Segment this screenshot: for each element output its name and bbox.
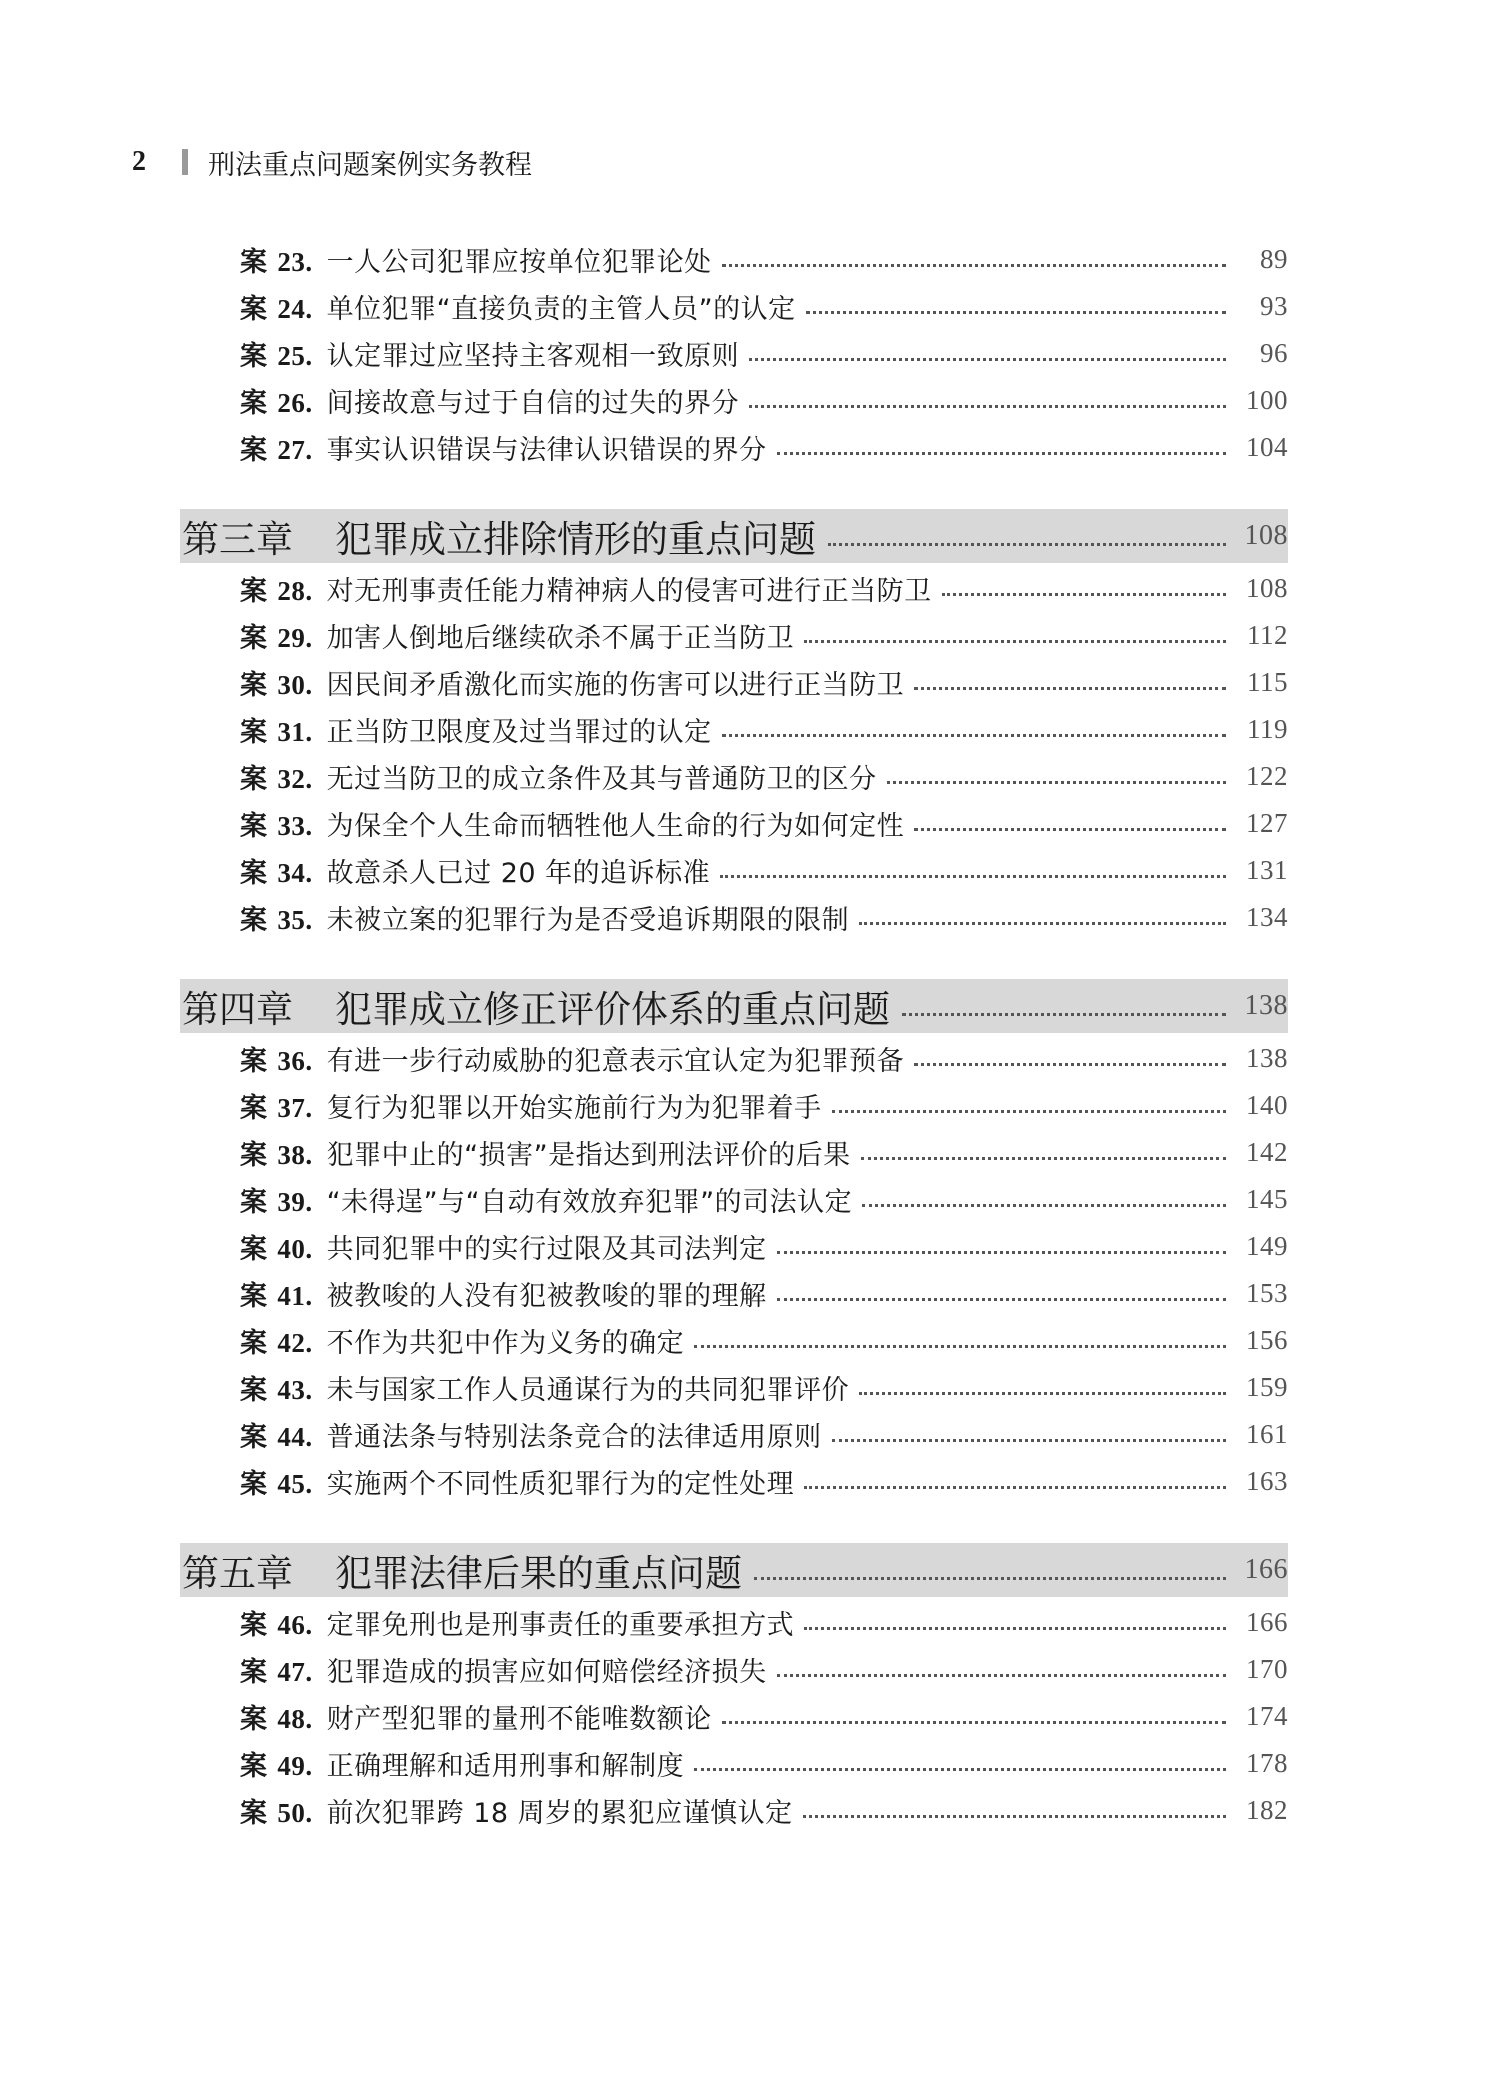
case-title: 未与国家工作人员通谋行为的共同犯罪评价 [326, 1375, 850, 1406]
case-title: 共同犯罪中的实行过限及其司法判定 [326, 1234, 767, 1265]
case-number: 35. [277, 905, 313, 935]
case-title: 认定罪过应坚持主客观相一致原则 [326, 341, 740, 372]
case-page-number: 112 [1247, 620, 1288, 650]
case-title: 财产型犯罪的量刑不能唯数额论 [326, 1704, 712, 1735]
chapter-title: 犯罪成立修正评价体系的重点问题 [335, 988, 890, 1031]
dot-leader [806, 311, 1226, 314]
dot-leader [942, 593, 1226, 596]
case-page-number: 174 [1246, 1701, 1288, 1731]
case-number: 33. [277, 811, 313, 841]
chapter-label: 第五章 [182, 1552, 293, 1595]
case-number: 30. [277, 670, 313, 700]
case-page-number: 104 [1246, 432, 1288, 462]
case-label [240, 1086, 313, 1125]
case-label [240, 1697, 313, 1736]
case-page-number: 159 [1246, 1372, 1288, 1402]
case-prefix: 案 [240, 1093, 278, 1124]
case-title: 前次犯罪跨 18 周岁的累犯应谨慎认定 [326, 1798, 793, 1829]
case-label [240, 240, 313, 279]
case-label [240, 1603, 313, 1642]
book-title: 刑法重点问题案例实务教程 [208, 149, 532, 181]
dot-leader [832, 1439, 1226, 1442]
case-page-number: 178 [1246, 1748, 1288, 1778]
case-prefix: 案 [240, 670, 278, 701]
chapter-page-number: 108 [1244, 520, 1288, 551]
toc-entry[interactable] [240, 1223, 1288, 1270]
case-label [240, 757, 313, 796]
case-number: 39. [277, 1187, 313, 1217]
case-page-number: 170 [1246, 1654, 1288, 1684]
case-label [240, 1650, 313, 1689]
case-number: 25. [277, 341, 313, 371]
case-title: 事实认识错误与法律认识错误的界分 [326, 435, 767, 466]
case-number: 40. [277, 1234, 313, 1264]
dot-leader [887, 781, 1226, 784]
case-number: 49. [277, 1751, 313, 1781]
dot-leader [722, 1721, 1226, 1724]
case-number: 44. [277, 1422, 313, 1452]
case-page-number: 100 [1246, 385, 1288, 415]
case-prefix: 案 [240, 1657, 278, 1688]
case-prefix: 案 [240, 388, 278, 419]
dot-leader [777, 1251, 1226, 1254]
chapter-heading[interactable] [180, 1543, 1288, 1597]
toc-entry[interactable] [240, 1176, 1288, 1223]
case-prefix: 案 [240, 1610, 278, 1641]
case-number: 50. [277, 1798, 313, 1828]
case-page-number: 163 [1246, 1466, 1288, 1496]
case-number: 45. [277, 1469, 313, 1499]
chapter-page-number: 138 [1244, 990, 1288, 1021]
case-prefix: 案 [240, 811, 278, 842]
case-number: 36. [277, 1046, 313, 1076]
case-prefix: 案 [240, 1751, 278, 1782]
case-prefix: 案 [240, 1046, 278, 1077]
dot-leader [859, 1392, 1226, 1395]
dot-leader [749, 358, 1226, 361]
toc-entry[interactable] [240, 800, 1288, 847]
case-title: 无过当防卫的成立条件及其与普通防卫的区分 [326, 764, 877, 795]
toc-entry[interactable] [240, 1646, 1288, 1693]
case-number: 42. [277, 1328, 313, 1358]
toc-entry[interactable] [240, 1364, 1288, 1411]
dot-leader [914, 828, 1226, 831]
toc-entry[interactable] [240, 659, 1288, 706]
case-title: 正确理解和适用刑事和解制度 [326, 1751, 685, 1782]
case-title: 复行为犯罪以开始实施前行为为犯罪着手 [326, 1093, 822, 1124]
case-prefix: 案 [240, 435, 278, 466]
case-page-number: 89 [1260, 244, 1288, 274]
case-page-number: 161 [1246, 1419, 1288, 1449]
case-label [240, 710, 313, 749]
case-page-number: 182 [1246, 1795, 1288, 1825]
toc-entry[interactable] [240, 1599, 1288, 1646]
case-title: 间接故意与过于自信的过失的界分 [326, 388, 740, 419]
case-title: 一人公司犯罪应按单位犯罪论处 [326, 247, 712, 278]
case-prefix: 案 [240, 717, 278, 748]
dot-leader [694, 1768, 1226, 1771]
case-title: 实施两个不同性质犯罪行为的定性处理 [326, 1469, 795, 1500]
case-prefix: 案 [240, 576, 278, 607]
case-label [240, 287, 313, 326]
case-label [240, 428, 313, 467]
case-page-number: 138 [1246, 1043, 1288, 1073]
toc-entry[interactable] [240, 1693, 1288, 1740]
case-number: 32. [277, 764, 313, 794]
case-title: 普通法条与特别法条竞合的法律适用原则 [326, 1422, 822, 1453]
case-label [240, 334, 313, 373]
case-prefix: 案 [240, 858, 278, 889]
toc-entry[interactable] [240, 753, 1288, 800]
case-number: 24. [277, 294, 313, 324]
toc-entry[interactable] [240, 1082, 1288, 1129]
case-title: 有进一步行动威胁的犯意表示宜认定为犯罪预备 [326, 1046, 905, 1077]
dot-leader [777, 452, 1226, 455]
case-prefix: 案 [240, 247, 278, 278]
case-title: 犯罪中止的“损害”是指达到刑法评价的后果 [326, 1140, 851, 1171]
case-title: “未得逞”与“自动有效放弃犯罪”的司法认定 [326, 1187, 853, 1218]
case-label [240, 804, 313, 843]
case-label [240, 616, 313, 655]
case-prefix: 案 [240, 341, 278, 372]
case-number: 46. [277, 1610, 313, 1640]
case-page-number: 96 [1260, 338, 1288, 368]
chapter-label: 第四章 [182, 988, 293, 1031]
toc-entry[interactable] [240, 283, 1288, 330]
case-number: 38. [277, 1140, 313, 1170]
toc-entry[interactable] [240, 1458, 1288, 1505]
dot-leader [722, 264, 1226, 267]
toc-entry[interactable] [240, 1129, 1288, 1176]
case-label [240, 1227, 313, 1266]
toc-entry[interactable] [240, 1740, 1288, 1787]
case-page-number: 145 [1246, 1184, 1288, 1214]
case-page-number: 131 [1246, 855, 1288, 885]
case-page-number: 149 [1246, 1231, 1288, 1261]
toc-entry[interactable] [240, 236, 1288, 283]
toc-entry[interactable] [240, 1411, 1288, 1458]
dot-leader [902, 1013, 1226, 1016]
dot-leader [914, 1063, 1226, 1066]
case-prefix: 案 [240, 1798, 278, 1829]
case-prefix: 案 [240, 1469, 278, 1500]
case-number: 34. [277, 858, 313, 888]
case-prefix: 案 [240, 623, 278, 654]
case-label [240, 1133, 313, 1172]
case-title: 对无刑事责任能力精神病人的侵害可进行正当防卫 [326, 576, 932, 607]
case-number: 27. [277, 435, 313, 465]
case-title: 定罪免刑也是刑事责任的重要承担方式 [326, 1610, 795, 1641]
toc-entry[interactable] [240, 1035, 1288, 1082]
case-label [240, 1274, 313, 1313]
case-label [240, 898, 313, 937]
case-title: 为保全个人生命而牺牲他人生命的行为如何定性 [326, 811, 905, 842]
dot-leader [777, 1298, 1226, 1301]
case-number: 26. [277, 388, 313, 418]
case-prefix: 案 [240, 294, 278, 325]
case-page-number: 166 [1246, 1607, 1288, 1637]
case-number: 43. [277, 1375, 313, 1405]
case-page-number: 153 [1246, 1278, 1288, 1308]
toc-entry[interactable] [240, 424, 1288, 471]
case-label [240, 1744, 313, 1783]
case-title: 正当防卫限度及过当罪过的认定 [326, 717, 712, 748]
dot-leader [749, 405, 1226, 408]
dot-leader [828, 543, 1226, 546]
toc-entry[interactable] [240, 612, 1288, 659]
dot-leader [803, 1815, 1226, 1818]
case-number: 47. [277, 1657, 313, 1687]
case-title: 故意杀人已过 20 年的追诉标准 [326, 858, 711, 889]
case-page-number: 115 [1247, 667, 1288, 697]
case-prefix: 案 [240, 1281, 278, 1312]
case-number: 23. [277, 247, 313, 277]
case-label [240, 1039, 313, 1078]
case-label [240, 381, 313, 420]
case-title: 不作为共犯中作为义务的确定 [326, 1328, 685, 1359]
case-title: 因民间矛盾激化而实施的伤害可以进行正当防卫 [326, 670, 905, 701]
case-prefix: 案 [240, 1422, 278, 1453]
toc-entry[interactable] [240, 565, 1288, 612]
case-number: 31. [277, 717, 313, 747]
case-label [240, 569, 313, 608]
case-number: 28. [277, 576, 313, 606]
case-page-number: 122 [1246, 761, 1288, 791]
dot-leader [914, 687, 1226, 690]
case-number: 48. [277, 1704, 313, 1734]
dot-leader [720, 875, 1226, 878]
case-label [240, 663, 313, 702]
chapter-heading[interactable] [180, 509, 1288, 563]
chapter-heading[interactable] [180, 979, 1288, 1033]
dot-leader [722, 734, 1226, 737]
dot-leader [804, 640, 1226, 643]
toc-entry[interactable] [240, 1317, 1288, 1364]
case-title: 未被立案的犯罪行为是否受追诉期限的限制 [326, 905, 850, 936]
chapter-label: 第三章 [182, 518, 293, 561]
toc-entry[interactable] [240, 330, 1288, 377]
case-number: 41. [277, 1281, 313, 1311]
case-page-number: 108 [1246, 573, 1288, 603]
case-label [240, 1368, 313, 1407]
toc-entry[interactable] [240, 1787, 1288, 1834]
toc-entry[interactable] [240, 1270, 1288, 1317]
case-prefix: 案 [240, 905, 278, 936]
case-title: 加害人倒地后继续砍杀不属于正当防卫 [326, 623, 795, 654]
case-prefix: 案 [240, 1234, 278, 1265]
dot-leader [777, 1674, 1226, 1677]
case-label [240, 1791, 313, 1830]
case-page-number: 156 [1246, 1325, 1288, 1355]
dot-leader [694, 1345, 1226, 1348]
case-page-number: 134 [1246, 902, 1288, 932]
case-title: 被教唆的人没有犯被教唆的罪的理解 [326, 1281, 767, 1312]
chapter-page-number: 166 [1244, 1554, 1288, 1585]
case-label [240, 1180, 313, 1219]
toc-entry[interactable] [240, 894, 1288, 941]
toc-entry[interactable] [240, 706, 1288, 753]
case-label [240, 851, 313, 890]
case-page-number: 93 [1260, 291, 1288, 321]
dot-leader [804, 1627, 1226, 1630]
dot-leader [832, 1110, 1226, 1113]
case-label [240, 1321, 313, 1360]
case-prefix: 案 [240, 1328, 278, 1359]
case-number: 29. [277, 623, 313, 653]
case-label [240, 1415, 313, 1454]
case-prefix: 案 [240, 1187, 278, 1218]
dot-leader [859, 922, 1226, 925]
dot-leader [754, 1577, 1226, 1580]
running-header [132, 142, 532, 182]
dot-leader [862, 1204, 1226, 1207]
case-label [240, 1462, 313, 1501]
header-divider [182, 149, 188, 175]
case-title: 犯罪造成的损害应如何赔偿经济损失 [326, 1657, 767, 1688]
case-prefix: 案 [240, 1375, 278, 1406]
case-title: 单位犯罪“直接负责的主管人员”的认定 [326, 294, 796, 325]
chapter-title: 犯罪成立排除情形的重点问题 [335, 518, 816, 561]
case-prefix: 案 [240, 1704, 278, 1735]
case-number: 37. [277, 1093, 313, 1123]
toc-entry[interactable] [240, 377, 1288, 424]
case-page-number: 127 [1246, 808, 1288, 838]
dot-leader [861, 1157, 1226, 1160]
toc-entry[interactable] [240, 847, 1288, 894]
case-page-number: 142 [1246, 1137, 1288, 1167]
chapter-title: 犯罪法律后果的重点问题 [335, 1552, 742, 1595]
case-page-number: 119 [1247, 714, 1288, 744]
page-number: 2 [132, 146, 146, 177]
case-prefix: 案 [240, 764, 278, 795]
case-page-number: 140 [1246, 1090, 1288, 1120]
dot-leader [804, 1486, 1226, 1489]
case-prefix: 案 [240, 1140, 278, 1171]
